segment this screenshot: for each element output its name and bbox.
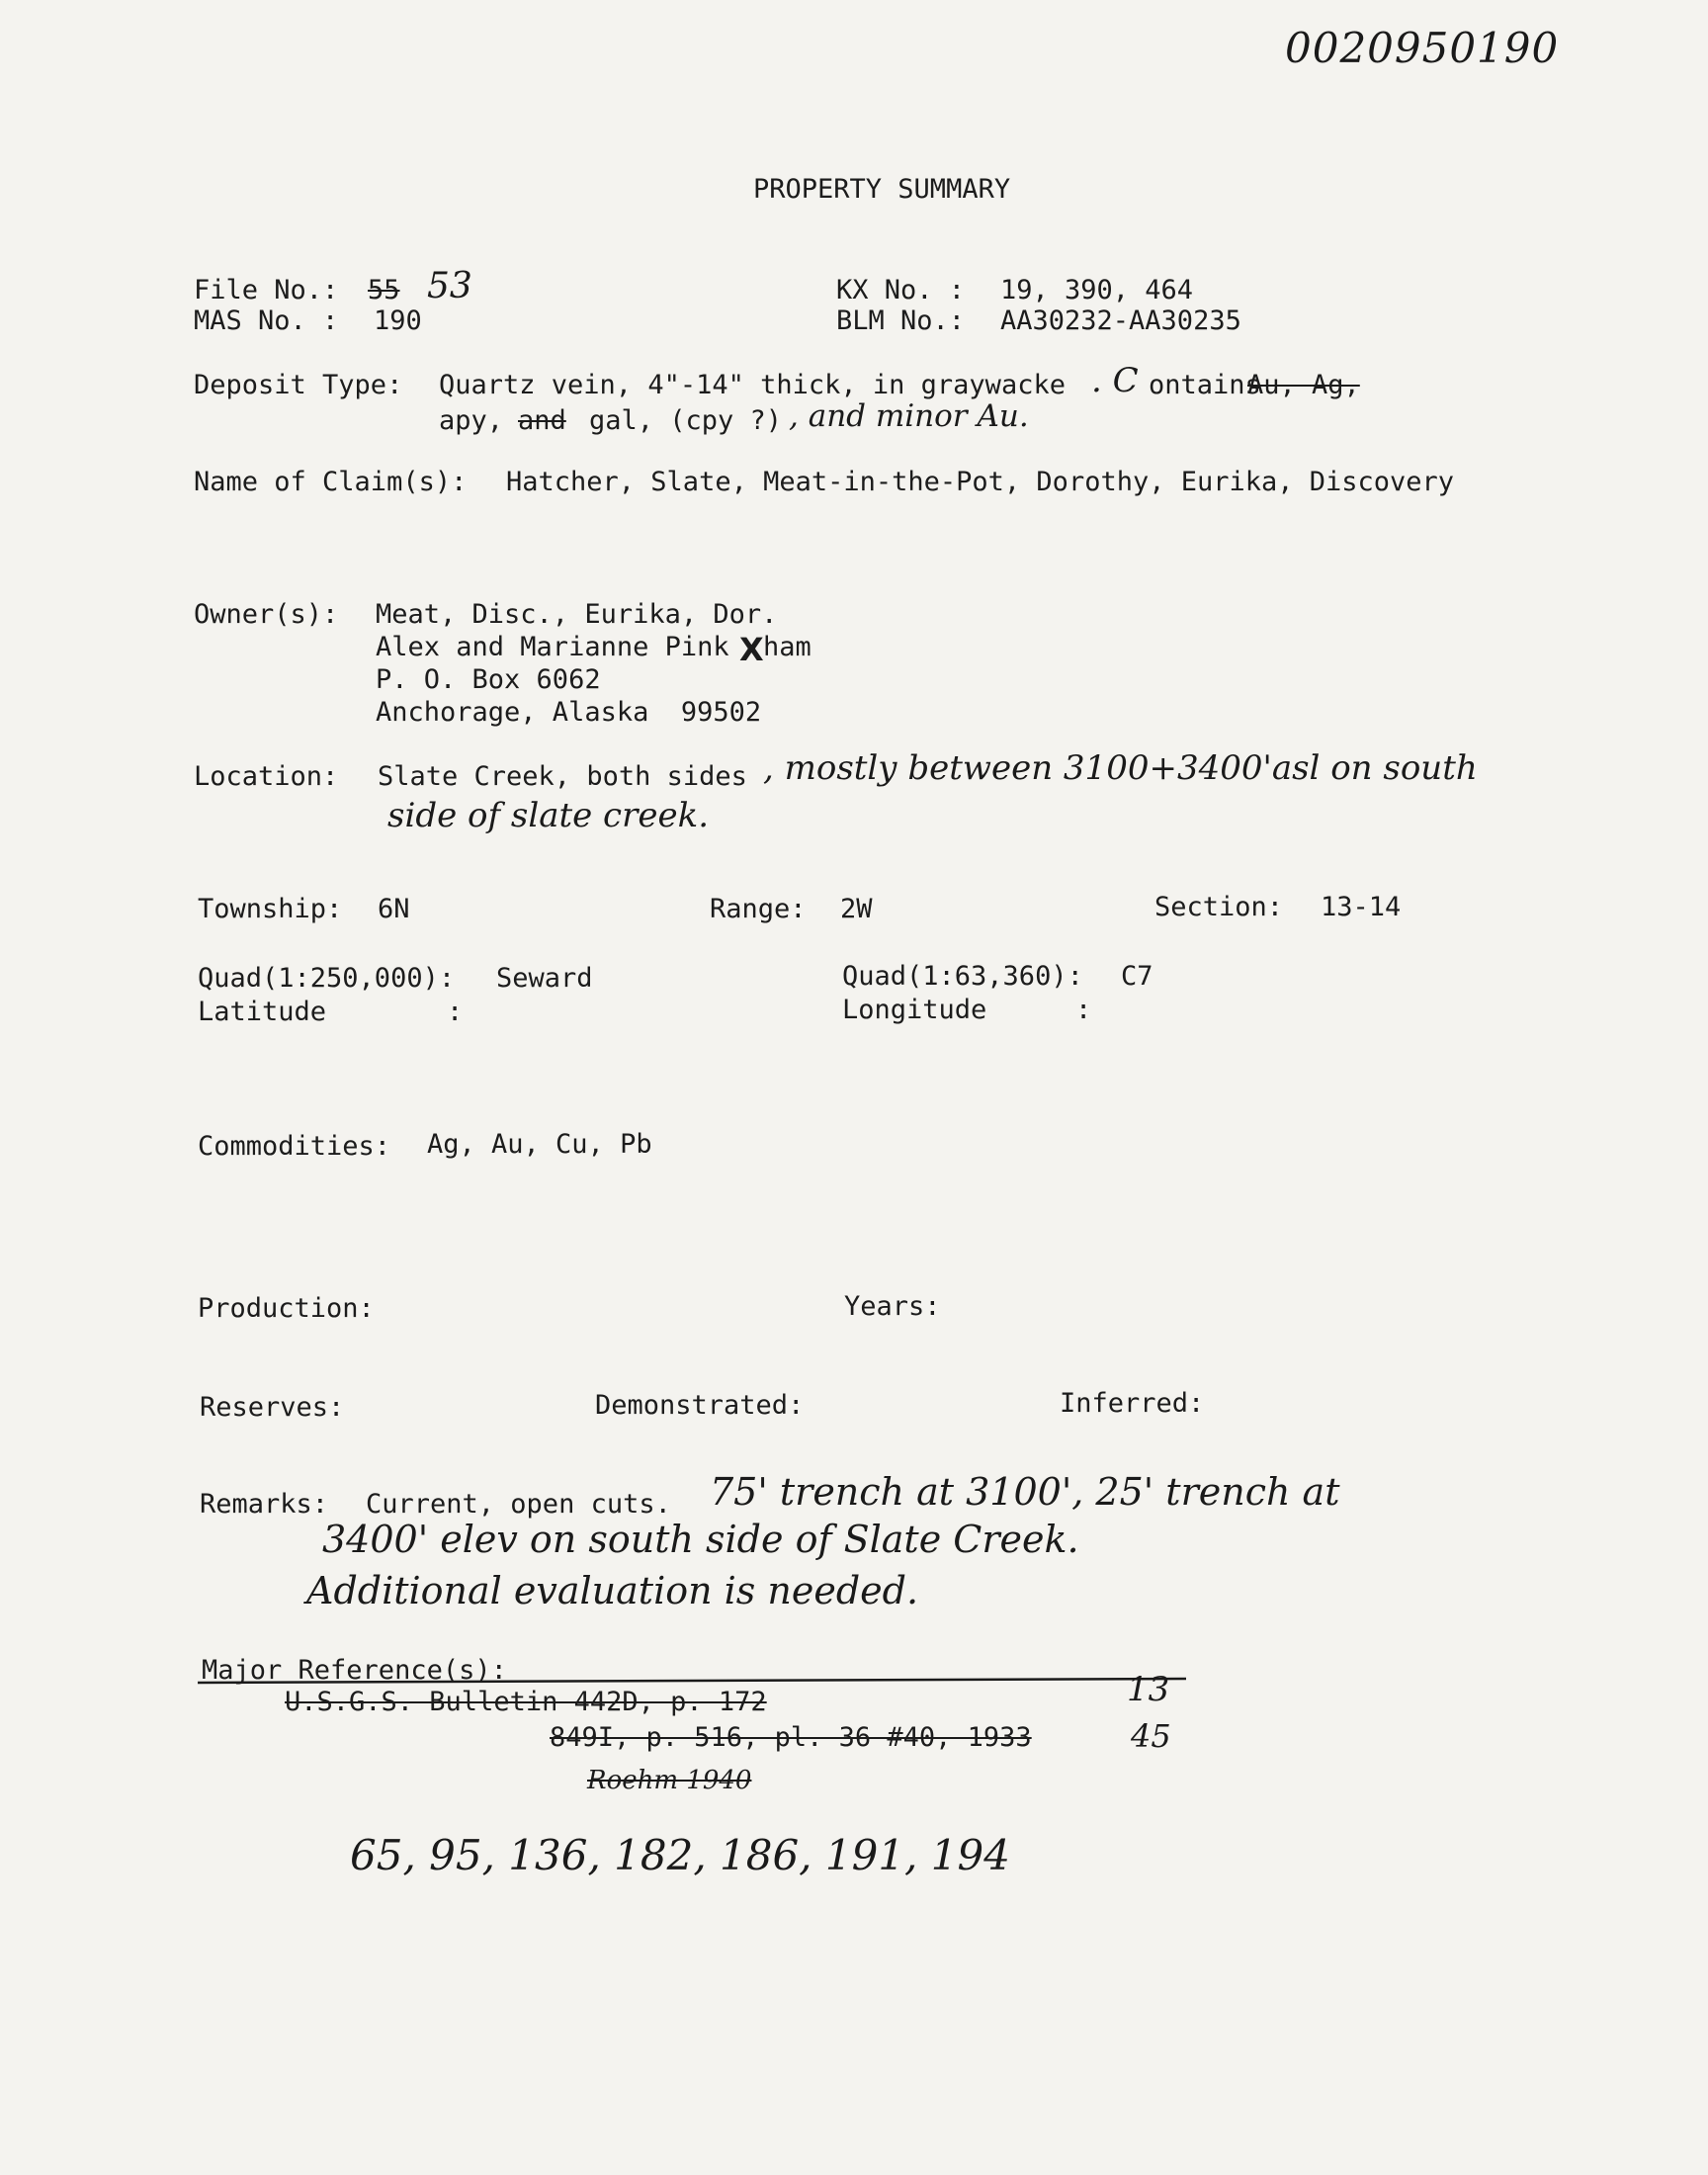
blm-no-label: BLM No.: — [836, 305, 966, 336]
location-value: Slate Creek, both sides — [378, 761, 747, 792]
section-label: Section: — [1154, 892, 1284, 922]
deposit-type-apy: apy, — [439, 405, 504, 436]
longitude-separator: : — [1075, 995, 1092, 1025]
deposit-type-handwritten-insert: , and minor Au. — [789, 398, 1029, 434]
latitude-label: Latitude — [198, 997, 327, 1027]
reference-line2: 849I, p. 516, pl. 36 #40, 1933 — [550, 1722, 1032, 1753]
reference-line1: U.S.G.S. Bulletin 442D, p. 172 — [285, 1687, 767, 1717]
location-handwritten-line2: side of slate creek. — [387, 796, 710, 835]
mas-no-value: 190 — [374, 305, 422, 336]
kx-no-label: KX No. : — [836, 275, 966, 305]
kx-no-value: 19, 390, 464 — [1000, 275, 1194, 305]
demonstrated-label: Demonstrated: — [595, 1390, 805, 1421]
owner-line3: P. O. Box 6062 — [376, 664, 601, 695]
remarks-value: Current, open cuts. — [366, 1489, 671, 1520]
quad-63360-label: Quad(1:63,360): — [842, 961, 1083, 992]
remarks-handwritten-line3: Additional evaluation is needed. — [306, 1569, 919, 1612]
location-label: Location: — [194, 761, 339, 792]
owner-line2-a: Alex and Marianne Pink — [376, 632, 729, 662]
mas-no-label: MAS No. : — [194, 305, 339, 336]
deposit-type-line1: Quartz vein, 4"-14" thick, in graywacke — [439, 370, 1066, 400]
deposit-type-struck: Au, Ag, — [1247, 370, 1360, 400]
quad-250000-value: Seward — [496, 963, 593, 994]
deposit-type-contains: ontains — [1149, 370, 1261, 400]
deposit-type-struck-and: and — [518, 405, 566, 436]
production-label: Production: — [198, 1293, 375, 1324]
file-no-value: 53 — [427, 266, 472, 306]
location-handwritten-line1: , mostly between 3100+3400'asl on south — [763, 748, 1478, 788]
township-value: 6N — [378, 894, 410, 924]
inferred-label: Inferred: — [1060, 1388, 1205, 1419]
remarks-handwritten-line2: 3400' elev on south side of Slate Creek. — [322, 1518, 1079, 1561]
reference-line1-number: 13 — [1127, 1670, 1170, 1709]
reference-handwritten-numbers: 65, 95, 136, 182, 186, 191, 194 — [350, 1831, 1010, 1879]
reference-heading-strike-line — [198, 1679, 1186, 1683]
township-label: Township: — [198, 894, 343, 924]
references-label: Major Reference(s): — [202, 1655, 507, 1686]
quad-250000-label: Quad(1:250,000): — [198, 963, 456, 994]
file-no-struck-value: 55 — [368, 275, 400, 305]
remarks-handwritten-line1: 75' trench at 3100', 25' trench at — [710, 1470, 1340, 1514]
page-title: PROPERTY SUMMARY — [753, 174, 1011, 205]
quad-63360-value: C7 — [1121, 961, 1153, 992]
reference-line3: Roehm 1940 — [587, 1766, 752, 1795]
reserves-label: Reserves: — [200, 1392, 345, 1423]
years-label: Years: — [844, 1291, 941, 1322]
commodities-label: Commodities: — [198, 1131, 391, 1162]
deposit-type-line2: gal, (cpy ?) — [589, 405, 783, 436]
latitude-separator: : — [447, 997, 464, 1027]
deposit-type-inserted-c: . C — [1091, 361, 1139, 400]
range-value: 2W — [840, 894, 873, 924]
owner-line2-b: ham — [763, 632, 811, 662]
file-no-label: File No.: — [194, 275, 339, 305]
commodities-value: Ag, Au, Cu, Pb — [427, 1129, 652, 1160]
document-number: 0020950190 — [1285, 24, 1560, 72]
remarks-label: Remarks: — [200, 1489, 329, 1520]
reference-line2-number: 45 — [1131, 1717, 1171, 1755]
owner-line1: Meat, Disc., Eurika, Dor. — [376, 599, 778, 630]
owner-cross-mark: X — [739, 631, 764, 668]
deposit-type-label: Deposit Type: — [194, 370, 403, 400]
longitude-label: Longitude — [842, 995, 987, 1025]
owner-line4: Anchorage, Alaska 99502 — [376, 697, 762, 728]
claims-label: Name of Claim(s): — [194, 467, 468, 497]
section-value: 13-14 — [1321, 892, 1402, 922]
claims-value: Hatcher, Slate, Meat-in-the-Pot, Dorothy, Eurika, Discovery — [506, 467, 1455, 497]
range-label: Range: — [710, 894, 807, 924]
owner-label: Owner(s): — [194, 599, 339, 630]
blm-no-value: AA30232-AA30235 — [1000, 305, 1241, 336]
